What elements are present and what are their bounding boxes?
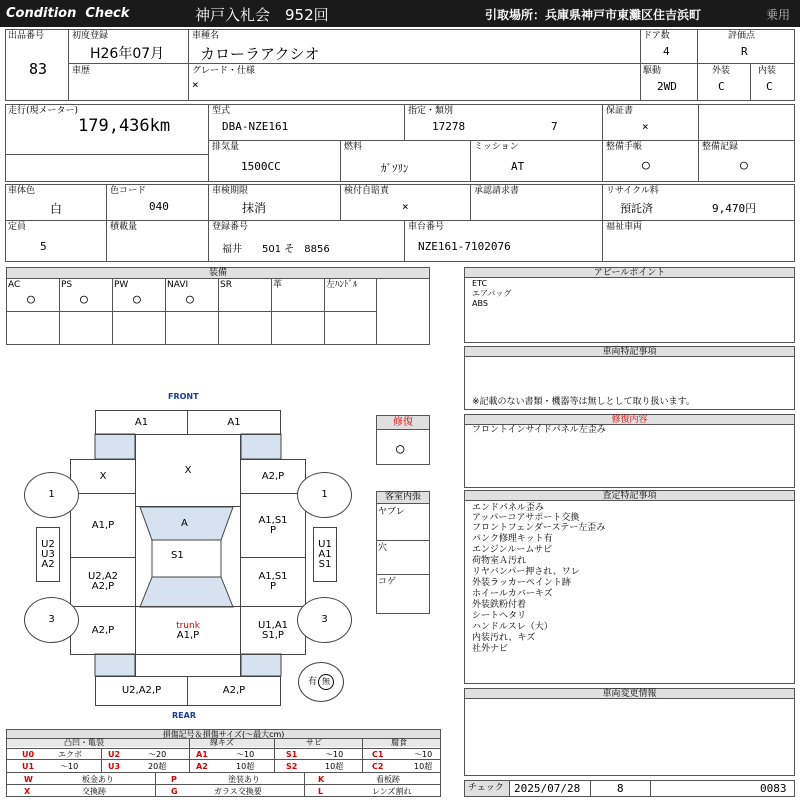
warranty-label: 保証書 [606, 106, 634, 116]
first-reg-label: 初度登録 [72, 31, 109, 41]
special-notes-text: ※記載のない書類・機器等は無しとして取り扱います。 [472, 397, 695, 407]
capacity-label: 定員 [8, 222, 27, 232]
assess-line: エンドパネル歪み [472, 503, 544, 513]
manual-label: 整備手帳 [606, 142, 643, 152]
displacement: 1500CC [241, 160, 281, 173]
chassis-label: 車台番号 [408, 222, 445, 232]
bumper-front-left: A1 [95, 410, 188, 435]
color-code: 040 [149, 200, 169, 213]
interior: C [766, 80, 773, 93]
hood: X [135, 434, 241, 507]
legend-code: C2 [372, 762, 384, 771]
trunk-value: A1,P [176, 629, 200, 641]
pillar-fl [95, 434, 135, 459]
designation-label: 指定・類別 [408, 106, 454, 116]
tax: × [402, 200, 409, 213]
grade-label: グレード・仕様 [192, 66, 256, 76]
assess-line: フロントフェンダーステー左歪み [472, 523, 606, 533]
legend-desc: 板金あり [82, 775, 114, 784]
legend-code: K [318, 775, 325, 784]
wheel-front-right: 1 [297, 472, 352, 518]
equip-pw-mark: ○ [133, 292, 141, 307]
fender-front-right: A2,P [240, 459, 306, 494]
mission-label: ミッション [474, 142, 519, 152]
plate: 福井 501 そ 8856 [222, 244, 330, 255]
check-date: 2025/07/28 [514, 782, 581, 795]
load-label: 積載量 [110, 222, 138, 232]
legend-code: G [171, 787, 178, 796]
spare-tire [298, 662, 344, 702]
door-front-right: A1,S1 P [240, 493, 306, 558]
legend-code: U2 [108, 750, 121, 759]
legend-code: U0 [22, 750, 35, 759]
equip-ps-label: PS [61, 280, 73, 290]
trunk-label: trunk [176, 620, 200, 631]
welfare-label: 福祉車両 [606, 222, 643, 232]
bumper-rear-left: U2,A2,P [95, 676, 188, 706]
app-title: Condition Check [6, 6, 130, 21]
model-name: カローラアクシオ [200, 45, 320, 63]
repair-title: 修復 [377, 416, 429, 430]
cabin-title: 客室内張 [377, 492, 429, 504]
spare-label: 有 [307, 677, 317, 687]
manual: ○ [642, 158, 650, 173]
mileage: 179,436km [78, 116, 171, 136]
bumper-front-right: A1 [187, 410, 281, 435]
appeal-line-1: エアバッグ [472, 289, 512, 298]
drive-label: 駆動 [643, 66, 662, 76]
score: R [741, 45, 748, 58]
front-label: FRONT [168, 392, 199, 401]
recycle-amount: 9,470円 [712, 202, 757, 215]
inspection: 抹消 [242, 201, 267, 215]
rear-window-panel [140, 577, 233, 607]
legend-code: A2 [196, 762, 208, 771]
designation: 17278 [432, 120, 466, 133]
pillar-rl [95, 654, 135, 676]
capacity: 5 [40, 240, 47, 253]
chassis: NZE161-7102076 [418, 240, 511, 253]
legend-desc: 塗装あり [228, 775, 260, 784]
displacement-label: 排気量 [212, 142, 240, 152]
color-label: 車体色 [8, 186, 36, 196]
tax-label: 検付自賠責 [344, 186, 390, 196]
inspection-label: 車検期限 [212, 186, 249, 196]
recycle-label: リサイクル料 [606, 186, 659, 196]
assess-line: 外装鉄粉付着 [472, 600, 527, 610]
history-label: 車歴 [72, 66, 91, 76]
lot-no-label: 出品番号 [8, 31, 45, 41]
legend-code: P [171, 775, 177, 784]
pillar-rr [241, 654, 281, 676]
windshield-value: A [181, 518, 188, 529]
body-color: 白 [50, 202, 63, 216]
pickup-location: 引取場所：兵庫県神戸市東灘区住吉浜町 [485, 8, 702, 22]
drive: 2WD [657, 80, 677, 93]
recycle-status: 預託済 [620, 202, 653, 215]
category-no: 7 [551, 120, 558, 133]
rear-label: REAR [172, 711, 196, 720]
equip-pw-label: PW [114, 280, 129, 290]
vehicle-category: 乗用 [766, 8, 791, 22]
legend-code: U1 [22, 762, 35, 771]
legend-code: L [318, 787, 324, 796]
legend-code: S2 [286, 762, 298, 771]
legend-code: W [24, 775, 33, 784]
appeal-line-2: ABS [472, 299, 488, 308]
wheel-rear-left: 3 [24, 597, 79, 643]
legend-desc: 〜20 [148, 750, 167, 759]
trunk-lid [135, 606, 241, 655]
first-reg: H26年07月 [90, 46, 165, 62]
warranty: × [642, 120, 649, 133]
legend-desc: 〜10 [414, 750, 433, 759]
legend-desc: 交換跡 [82, 787, 106, 796]
assess-line: 荷物室Ａ汚れ [472, 556, 527, 566]
wheel-front-left: 1 [24, 472, 79, 518]
equip-ac-label: AC [8, 280, 21, 290]
fuel: ｶﾞｿﾘﾝ [381, 162, 409, 175]
check-code: 0083 [760, 782, 787, 795]
doors: 4 [663, 45, 670, 58]
assess-line: シートヘタリ [472, 611, 527, 621]
equip-ps-mark: ○ [80, 292, 88, 307]
equip-navi-mark: ○ [186, 292, 194, 307]
appeal-title: アピールポイント [465, 268, 794, 278]
legend-head-corrosion: 腐食 [391, 738, 407, 747]
legend-code: X [24, 787, 31, 796]
type-label: 型式 [212, 106, 231, 116]
record: ○ [740, 158, 748, 173]
legend-code: A1 [196, 750, 208, 759]
record-label: 整備記録 [702, 142, 739, 152]
assess-line: リヤバンパー押され、ワレ [472, 567, 580, 577]
equip-sr-label: SR [220, 280, 232, 290]
side-sill-right: U1 A1 S1 [313, 527, 337, 582]
change-info-panel [464, 688, 795, 776]
spare-mark: 無 [318, 674, 334, 690]
color-code-label: 色コード [110, 186, 147, 196]
interior-label: 内装 [758, 66, 777, 76]
bumper-rear-right: A2,P [187, 676, 281, 706]
legend-desc: 〜10 [60, 762, 79, 771]
appeal-line-0: ETC [472, 279, 488, 288]
legend-head-dent: 凸凹・亀裂 [64, 738, 104, 747]
legend-head-rust: サビ [306, 738, 322, 747]
equip-navi-label: NAVI [167, 280, 189, 290]
repair-mark: ○ [396, 441, 405, 457]
score-label: 評価点 [728, 31, 756, 41]
assess-line: 内装汚れ、キズ [472, 633, 536, 643]
model-name-label: 車種名 [192, 31, 220, 41]
door-front-left: A1,P [70, 493, 136, 558]
fuel-label: 燃料 [344, 142, 363, 152]
legend-code: C1 [372, 750, 384, 759]
side-sill-left: U2 U3 A2 [36, 527, 60, 582]
type: DBA-NZE161 [222, 120, 289, 133]
legend-desc: 10超 [414, 762, 433, 771]
equip-ac-mark: ○ [27, 292, 35, 307]
cabin-item-burn: コゲ [378, 577, 397, 587]
doors-label: ドア数 [643, 31, 670, 41]
repair-content-title: 修復内容 [465, 415, 794, 425]
door-rear-right: A1,S1 P [240, 557, 306, 607]
assess-line: 外装ラッカーペイント跡 [472, 578, 571, 588]
auction-name: 神戸入札会 952回 [195, 6, 329, 24]
assess-line: 社外ナビ [472, 644, 509, 654]
quarter-rear-left: A2,P [70, 606, 136, 655]
fender-front-left: X [70, 459, 136, 494]
pillar-fr [241, 434, 281, 459]
legend-code: S1 [286, 750, 298, 759]
legend-desc: レンズ割れ [372, 787, 412, 796]
cabin-item-hole: 穴 [378, 543, 388, 553]
exterior: C [718, 80, 725, 93]
change-info-title: 車両変更情報 [465, 689, 794, 699]
plate-label: 登録番号 [212, 222, 249, 232]
legend-desc: 看板跡 [376, 775, 400, 784]
cabin-item-tear: ヤブレ [378, 507, 405, 517]
exterior-label: 外装 [712, 66, 731, 76]
legend-desc: ガラス交換要 [214, 787, 262, 796]
legend-head-scratch: 線キズ [210, 738, 234, 747]
assess-line: パンク修理キット有 [472, 534, 553, 544]
assess-line: ホイールカバーキズ [472, 589, 553, 599]
legend-desc: 10超 [236, 762, 255, 771]
quarter-rear-right: U1,A1 S1,P [240, 606, 306, 655]
legend-desc: エクボ [58, 750, 82, 759]
legend-desc: 〜10 [236, 750, 255, 759]
appeal-panel [464, 267, 795, 343]
door-rear-left: U2,A2 A2,P [70, 557, 136, 607]
mission: AT [511, 160, 525, 173]
approval-label: 承認請求書 [474, 186, 520, 196]
grade: × [192, 78, 199, 91]
roof-value: S1 [171, 550, 184, 561]
assess-line: アッパーコアサポート交換 [472, 513, 580, 523]
assess-line: ハンドルスレ（大） [472, 622, 553, 632]
assess-line: エンジンルームサビ [472, 545, 553, 555]
legend-code: U3 [108, 762, 121, 771]
body-center-trunk [135, 654, 241, 676]
mileage-label: 走行(現メーター) [8, 106, 79, 116]
wheel-rear-right: 3 [297, 597, 352, 643]
special-notes-title: 車両特記事項 [465, 347, 794, 357]
repair-content-text: フロントインサイドパネル左歪み [472, 425, 606, 435]
lot-no: 83 [29, 60, 48, 78]
equipment-title: 装備 [7, 268, 429, 279]
roof-panel [152, 540, 221, 577]
check-num: 8 [617, 782, 624, 795]
legend-desc: 10超 [325, 762, 344, 771]
equip-leather-label: 革 [273, 280, 283, 290]
equip-lhd-label: 左ﾊﾝﾄﾞﾙ [326, 280, 358, 290]
legend-desc: 〜10 [325, 750, 344, 759]
legend-desc: 20超 [148, 762, 167, 771]
legend-title: 損傷記号＆損傷サイズ(〜最大cm) [7, 730, 440, 739]
check-label: チェック [468, 783, 504, 793]
assessment-title: 査定特記事項 [465, 491, 794, 501]
